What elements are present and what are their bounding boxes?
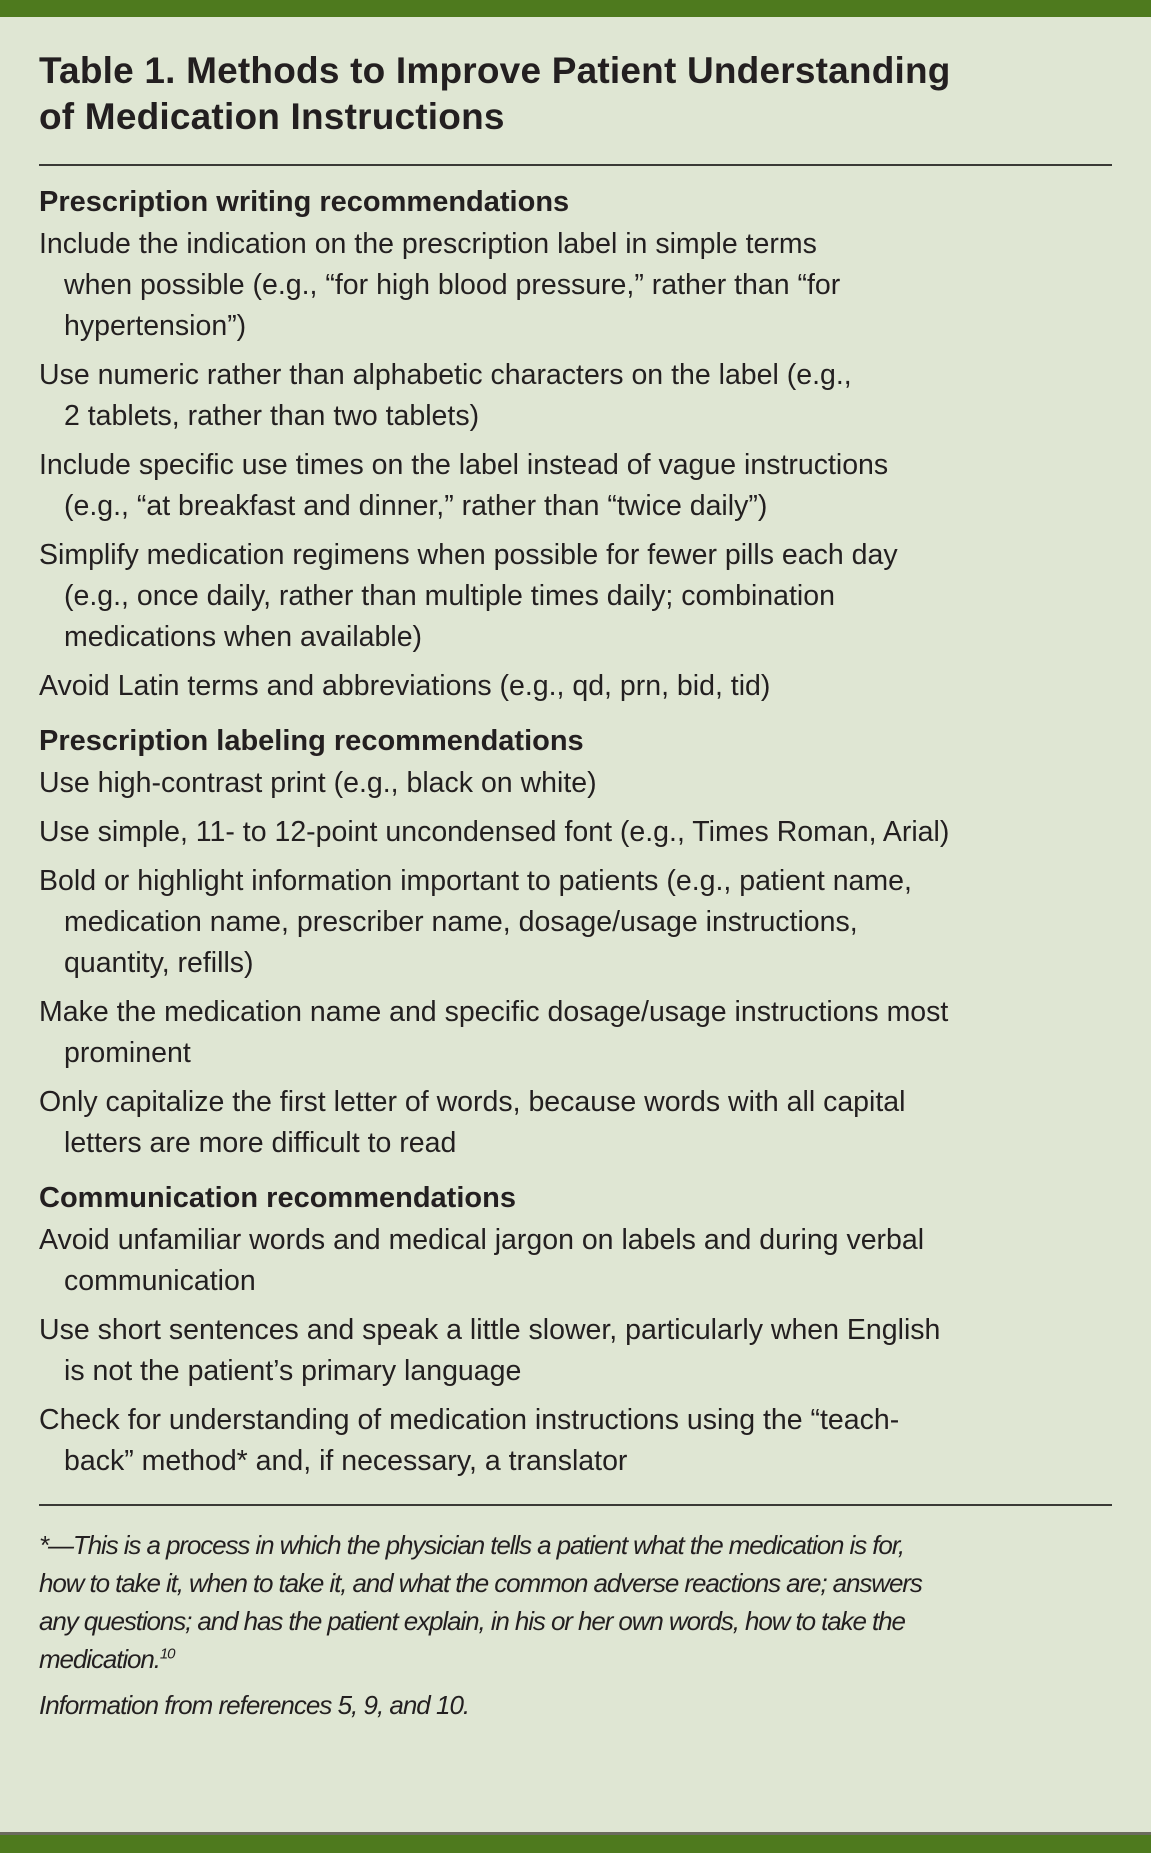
item-text-line: medication name, prescriber name, dosage/usage instructions, [64, 906, 858, 938]
item-text-line: Include specific use times on the label instead of vague instructions [39, 449, 889, 481]
recommendation-item [39, 1310, 1112, 1392]
recommendation-list [39, 1220, 1112, 1482]
item-text-line: Avoid unfamiliar words and medical jargon on labels and during verbal [39, 1224, 925, 1256]
source-note: Information from references 5, 9, and 10. [39, 1690, 470, 1720]
item-text-line: Include the indication on the prescription label in simple terms [39, 228, 817, 260]
item-text-line: quantity, refills) [64, 947, 254, 979]
item-text-line: when possible (e.g., “for high blood pressure,” rather than “for [64, 269, 841, 301]
recommendation-item [39, 1082, 1112, 1164]
recommendation-list [39, 763, 1112, 1164]
item-text-line: is not the patient’s primary language [64, 1355, 522, 1387]
top-accent-bar [0, 0, 1151, 17]
recommendation-item [39, 992, 1112, 1074]
footnote-line [39, 1526, 1112, 1564]
item-text-line: hypertension”) [64, 310, 247, 342]
title-line: of Medication Instructions [39, 96, 505, 137]
footnote-text: how to take it, when to take it, and what the common adverse reactions are; answers [39, 1568, 922, 1598]
item-text-line: Avoid Latin terms and abbreviations (e.g., qd, prn, bid, tid) [39, 670, 771, 702]
recommendation-item [39, 812, 1112, 853]
section-heading: Prescription labeling recommendations [39, 725, 584, 757]
section-heading: Prescription writing recommendations [39, 186, 570, 218]
item-text-line: Check for understanding of medication instructions using the “teach- [39, 1404, 900, 1436]
table-box [39, 48, 1112, 1724]
section-heading: Communication recommendations [39, 1182, 516, 1214]
recommendation-item [39, 224, 1112, 347]
item-text-line: Use high-contrast print (e.g., black on white) [39, 767, 597, 799]
footnote [39, 1526, 1112, 1678]
recommendation-list [39, 224, 1112, 707]
item-text-line: prominent [64, 1037, 191, 1069]
item-text-line: Use short sentences and speak a little slower, particularly when English [39, 1314, 941, 1346]
footnote-text: medication. [39, 1644, 160, 1674]
item-text-line: letters are more difficult to read [64, 1127, 457, 1159]
footnote-line [39, 1564, 1112, 1602]
item-text-line: communication [64, 1265, 256, 1297]
item-text-line: Simplify medication regimens when possible for fewer pills each day [39, 539, 898, 571]
item-text-line: medications when available) [64, 621, 423, 653]
reference-superscript: 10 [159, 1645, 175, 1663]
divider [39, 1504, 1112, 1506]
recommendation-item [39, 535, 1112, 658]
footnote-text: any questions; and has the patient explain, in his or her own words, how to take the [39, 1606, 905, 1636]
recommendation-item [39, 1400, 1112, 1482]
sections [39, 182, 1112, 1482]
item-text-line: Use simple, 11- to 12-point uncondensed font (e.g., Times Roman, Arial) [39, 816, 950, 848]
divider [39, 164, 1112, 166]
item-text-line: (e.g., “at breakfast and dinner,” rather than “twice daily”) [64, 490, 768, 522]
item-text-line: Bold or highlight information important to patients (e.g., patient name, [39, 865, 912, 897]
recommendation-item [39, 861, 1112, 984]
recommendation-item [39, 1220, 1112, 1302]
item-text-line: Only capitalize the first letter of words, because words with all capital [39, 1086, 906, 1118]
item-text-line: (e.g., once daily, rather than multiple times daily; combination [64, 580, 835, 612]
item-text-line: back” method* and, if necessary, a translator [64, 1445, 628, 1477]
table-title [39, 48, 1112, 140]
bottom-accent-bar [0, 1832, 1151, 1853]
item-text-line: Make the medication name and specific dosage/usage instructions most [39, 996, 949, 1028]
footnote-text: *—This is a process in which the physician tells a patient what the medication is for, [39, 1530, 904, 1560]
recommendation-item [39, 445, 1112, 527]
item-text-line: 2 tablets, rather than two tablets) [64, 400, 480, 432]
footnote-line [39, 1640, 1112, 1678]
recommendation-item [39, 763, 1112, 804]
title-line: Table 1. Methods to Improve Patient Understanding [39, 50, 951, 91]
recommendation-item [39, 355, 1112, 437]
item-text-line: Use numeric rather than alphabetic characters on the label (e.g., [39, 359, 852, 391]
recommendation-item [39, 666, 1112, 707]
footnote-line [39, 1602, 1112, 1640]
